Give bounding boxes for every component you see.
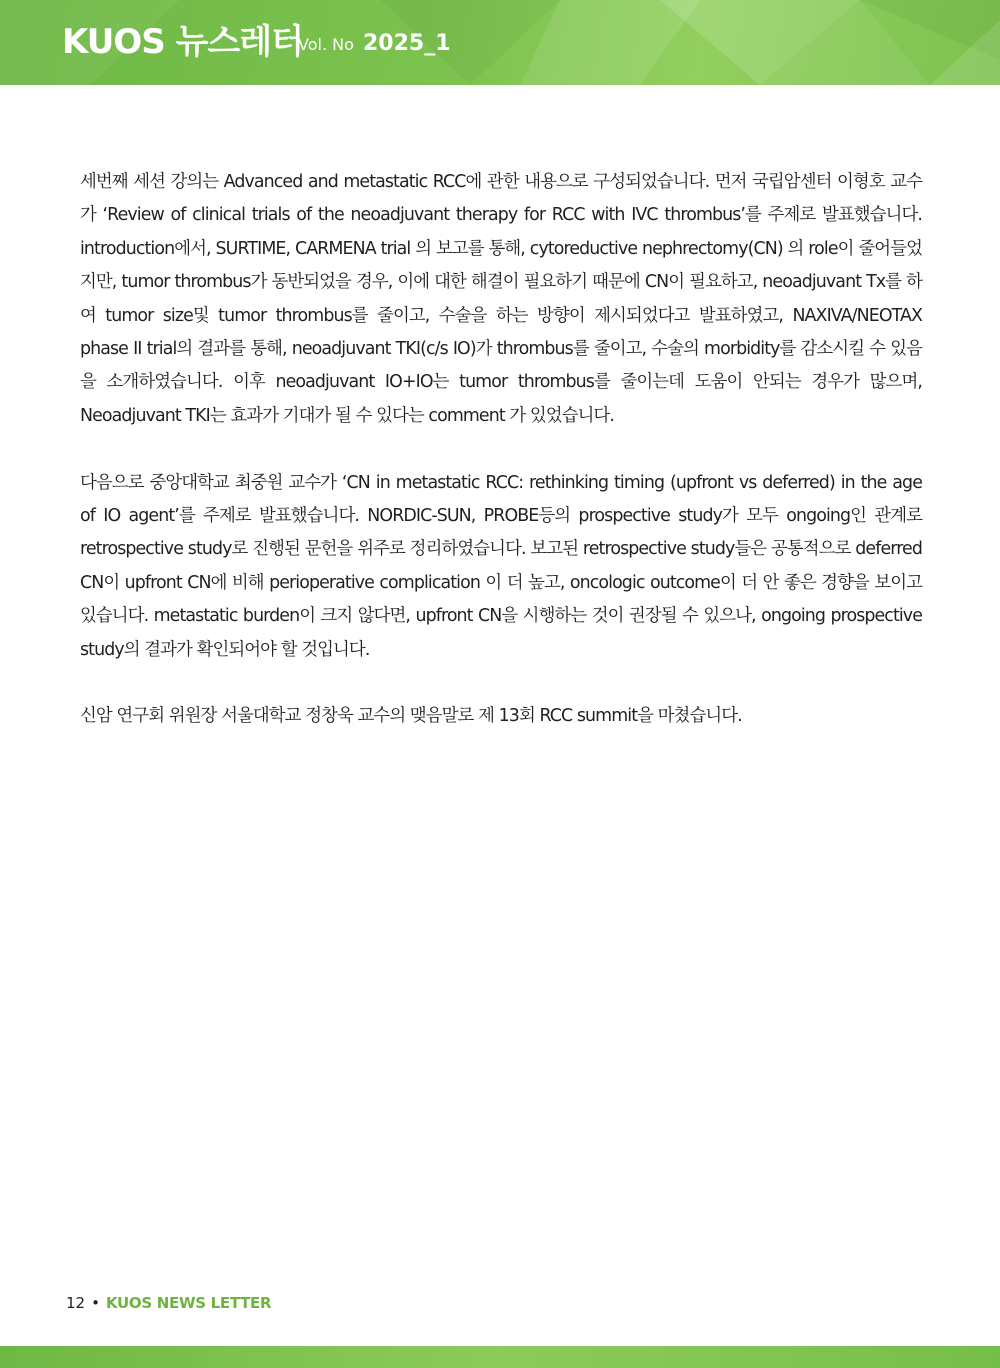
- footer-newsletter-label: KUOS NEWS LETTER: [105, 1294, 272, 1312]
- paragraph-cn-timing: 다음으로 중앙대학교 최중원 교수가 ‘CN in metastatic RCC: rethinking timing (upfront vs deferred) in the age of IO agent’를 주제로 발표했습니다. NORDIC-SUN, PROBE등의 prospective study가 모두 ongoing인 관계로 retrospective study로 진행된 문헌을 위주로 정리하였습니다. 보고된 retrospective study들은 공통적으로 deferred CN이 upfront CN에 비해 perioperative complication 이 더 높고, oncologic outcome이 더 안 좋은 경향을 보이고 있습니다. metastatic burden이 크지 않다면, upfront CN을 시행하는 것이 권장될 수 있으나, ongoing prospective study의 결과가 확인되어야 할 것입니다.: [80, 472, 922, 660]
- newsletter-title: KUOS 뉴스레터: [62, 22, 303, 62]
- article-body: [80, 166, 922, 767]
- paragraph-session-three: 세번째 세션 강의는 Advanced and metastatic RCC에 관한 내용으로 구성되었습니다. 먼저 국립암센터 이형호 교수가 ‘Review of clinical trials of the neoadjuvant therapy for RCC with IVC thrombus’를 주제로 발표했습니다. introduction에서, SURTIME, CARMENA trial 의 보고를 통해, cytoreductive nephrectomy(CN) 의 role이 줄어들었지만, tumor thrombus가 동반되었을 경우, 이에 대한 해결이 필요하기 때문에 CN이 필요하고, neoadjuvant Tx를 하여 tumor size및 tumor thrombus를 줄이고, 수술을 하는 방향이 제시되었다고 발표하였고, NAXIVA/NEOTAX phase II trial의 결과를 통해, neoadjuvant TKI(c/s IO)가 thrombus를 줄이고, 수술의 morbidity를 감소시킬 수 있음을 소개하였습니다. 이후 neoadjuvant IO+IO는 tumor thrombus를 줄이는데 도움이 안되는 경우가 많으며, Neoadjuvant TKI는 효과가 기대가 될 수 있다는 comment 가 있었습니다.: [80, 172, 922, 426]
- volume-label: Vol. No: [298, 35, 354, 54]
- paragraph-closing: 신암 연구회 위원장 서울대학교 정창욱 교수의 맺음말로 제 13회 RCC summit을 마쳤습니다.: [80, 706, 742, 727]
- footer-bullet: •: [91, 1294, 100, 1312]
- volume-info: [298, 31, 451, 56]
- header-banner: [0, 0, 1000, 85]
- footer-band: [0, 1346, 1000, 1368]
- page-footer: [66, 1294, 271, 1312]
- volume-number: 2025_1: [362, 31, 451, 56]
- page-number: 12: [66, 1294, 86, 1312]
